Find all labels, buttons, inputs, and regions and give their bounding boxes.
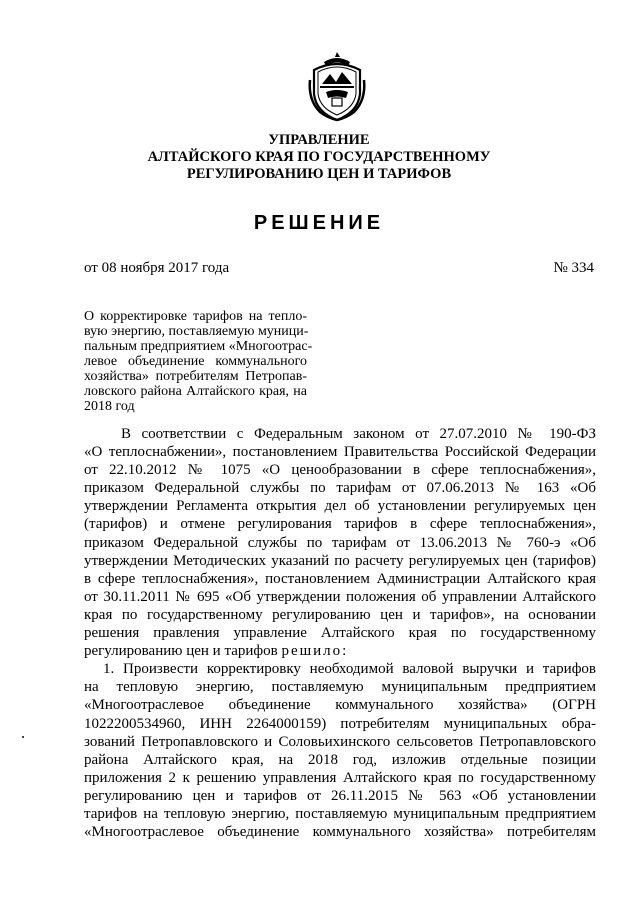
body-line: приложения 2 к решению управления Алтайского края по государственному [84, 769, 596, 786]
scan-speck [22, 736, 24, 738]
subject-line: О корректировке тарифов на тепло- [84, 309, 307, 324]
subject-line: вую энергию, поставляемую муници- [84, 324, 309, 339]
body-line: «Многоотраслевое объединение коммунального хозяйства» потребителям [84, 824, 596, 841]
body-line: 1022200534960, ИНН 2264000159) потребителям муниципальных обра- [84, 715, 596, 732]
body-line: края по государственному регулированию цен и тарифов», на основании [84, 606, 596, 623]
body-line: утверждении Методических указаний по расчету регулируемых цен (тарифов) [84, 552, 596, 569]
body-line: приказом Федеральной службы по тарифам от 13.06.2013 № 760-э «Об [84, 534, 596, 551]
subject-line: 2018 год [84, 399, 135, 414]
document-title: РЕШЕНИЕ [253, 212, 385, 234]
body-line: В соответствии с Федеральным законом от 27.07.2010 № 190-ФЗ [121, 426, 596, 442]
body-line: регулированию цен и тарифов от 26.11.2015 № 563 «Об установлении [84, 787, 596, 804]
document-number: № 334 [553, 260, 594, 276]
body-line: от 22.10.2012 № 1075 «О ценообразовании в сфере теплоснабжения», [84, 462, 596, 479]
authority-name-line-2: АЛТАЙСКОГО КРАЯ ПО ГОСУДАРСТВЕННОМУ [147, 149, 491, 165]
document-subject [84, 309, 313, 414]
body-line: «Многоотраслевое объединение коммунального хозяйства» (ОГРН [84, 697, 596, 714]
authority-name-line-1: УПРАВЛЕНИЕ [268, 132, 370, 148]
subject-line: пальным предприятием «Многоотрас- [84, 339, 313, 354]
body-line: в сфере теплоснабжения», постановлением Администрации Алтайского края [84, 570, 596, 587]
decided-word: решило: [281, 643, 349, 660]
body-line: зований Петропавловского и Соловьихинского сельсоветов Петропавловского [84, 733, 596, 750]
body-line: тарифов на тепловую энергию, поставляемую муниципальным предприятием [84, 805, 596, 822]
body-line: 1. Произвести корректировку необходимой валовой выручки и тарифов [103, 661, 596, 678]
body-line: «О теплоснабжении», постановлением Правительства Российской Федерации [84, 444, 596, 461]
body-line: на тепловую энергию, поставляемую муниципальным предприятием [84, 679, 596, 696]
body-line: решения правления управление Алтайского края по государственному [84, 625, 596, 642]
document-body [84, 425, 596, 841]
body-line: района Алтайского края, на 2018 год, изложив отдельные позиции [84, 751, 596, 768]
body-line: приказом Федеральной службы по тарифам от 07.06.2013 № 163 «Об [84, 480, 596, 497]
body-line: (тарифов) и отмене регулирования тарифов в сфере теплоснабжения», [84, 516, 596, 533]
subject-line: хозяйства» потребителям Петропав- [84, 369, 307, 384]
subject-line: ловского района Алтайского края, на [84, 384, 307, 399]
authority-name-line-3: РЕГУЛИРОВАНИЮ ЦЕН И ТАРИФОВ [186, 166, 452, 182]
body-line-decision [84, 642, 596, 660]
subject-line: левое объединение коммунального [84, 354, 307, 369]
body-line: утверждении Регламента открытия дел об установлении регулируемых цен [84, 498, 596, 515]
body-line: от 30.11.2011 № 695 «Об утверждении положения об управлении Алтайского [84, 588, 596, 605]
body-line-text: регулированию цен и тарифов [84, 643, 282, 660]
coat-of-arms-emblem [306, 50, 368, 122]
document-date: от 08 ноября 2017 года [84, 260, 230, 276]
